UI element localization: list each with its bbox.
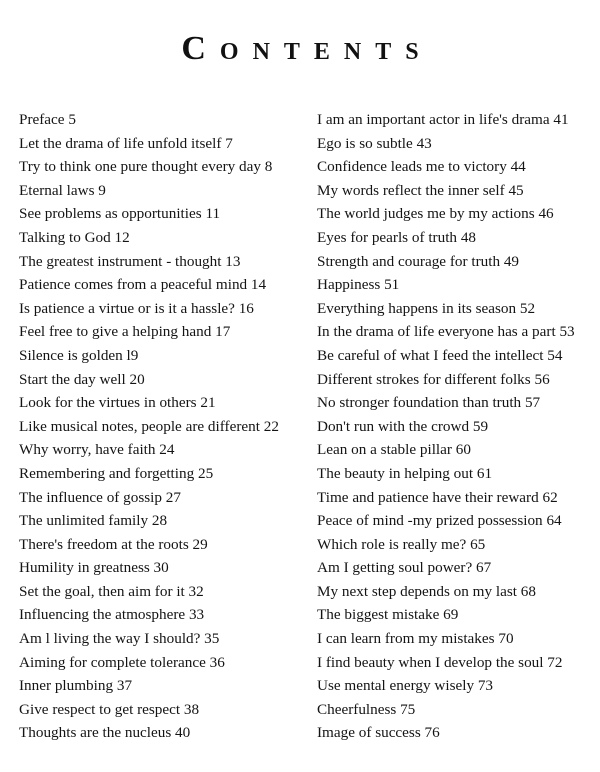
contents-entry: Humility in greatness 30 [19,559,169,577]
contents-entry: Ego is so subtle 43 [317,134,432,152]
contents-entry: Preface 5 [19,111,76,128]
contents-entry: Different strokes for different folks 56 [317,370,550,388]
contents-entry: Remembering and forgetting 25 [19,464,214,482]
contents-entry: Inner plumbing 37 [19,677,133,695]
contents-entry: I can learn from my mistakes 70 [317,630,514,648]
contents-entry: I find beauty when I develop the soul 72 [317,653,563,671]
contents-entry: My words reflect the inner self 45 [317,181,524,199]
contents-entry: The greatest instrument - thought 13 [19,252,241,270]
contents-entry: Cheerfulness 75 [317,700,416,718]
contents-entry: Happiness 51 [317,276,400,294]
contents-entry: Lean on a stable pillar 60 [317,441,471,459]
contents-entry: Thoughts are the nucleus 40 [19,724,191,742]
contents-entry: Try to think one pure thought every day 8 [19,158,273,176]
contents-left-column [19,108,299,745]
contents-entry: I am an important actor in life's drama 41 [317,111,569,128]
contents-entry: There's freedom at the roots 29 [19,535,208,553]
contents-entry: Use mental energy wisely 73 [317,677,494,695]
contents-entry: Time and patience have their reward 62 [317,488,558,506]
contents-entry: My next step depends on my last 68 [317,582,536,600]
contents-entry: Let the drama of life unfold itself 7 [19,134,233,152]
contents-entry: Be careful of what I feed the intellect 54 [317,346,563,364]
contents-entry: Like musical notes, people are different 22 [19,417,279,435]
contents-entry: Give respect to get respect 38 [19,700,200,718]
contents-entry: Aiming for complete tolerance 36 [19,653,225,671]
contents-entry: The beauty in helping out 61 [317,464,493,482]
contents-entry: Everything happens in its season 52 [317,299,536,317]
contents-entry: Look for the virtues in others 21 [19,394,216,412]
contents-entry: See problems as opportunities 11 [19,205,221,223]
contents-entry: Set the goal, then aim for it 32 [19,582,204,600]
contents-entry: The world judges me by my actions 46 [317,205,554,223]
contents-entry: Eyes for pearls of truth 48 [317,228,477,246]
contents-entry: Am l living the way I should? 35 [19,630,220,648]
contents-entry: In the drama of life everyone has a part 53 [317,323,575,341]
contents-entry: Confidence leads me to victory 44 [317,158,526,176]
contents-entry: Influencing the atmosphere 33 [19,606,205,624]
contents-entry: Don't run with the crowd 59 [317,417,489,435]
contents-right-column [317,108,592,745]
page-title: Contents [181,30,433,67]
contents-entry: Am I getting soul power? 67 [317,559,492,577]
contents-entry: Talking to God 12 [19,228,130,246]
contents-entry: Start the day well 20 [19,370,145,388]
contents-entry: Peace of mind -my prized possession 64 [317,512,562,530]
contents-entry: The unlimited family 28 [19,512,168,530]
contents-entry: Eternal laws 9 [19,181,106,199]
contents-entry: Silence is golden l9 [19,346,139,364]
contents-entry: Which role is really me? 65 [317,535,486,553]
contents-entry: Image of success 76 [317,724,440,742]
contents-entry: No stronger foundation than truth 57 [317,394,541,412]
contents-entry: Why worry, have faith 24 [19,441,175,459]
contents-entry: Feel free to give a helping hand 17 [19,323,231,341]
contents-entry: Strength and courage for truth 49 [317,252,520,270]
contents-entry: Patience comes from a peaceful mind 14 [19,276,267,294]
contents-entry: Is patience a virtue or is it a hassle? 16 [19,299,254,317]
contents-entry: The influence of gossip 27 [19,488,181,506]
contents-entry: The biggest mistake 69 [317,606,459,624]
